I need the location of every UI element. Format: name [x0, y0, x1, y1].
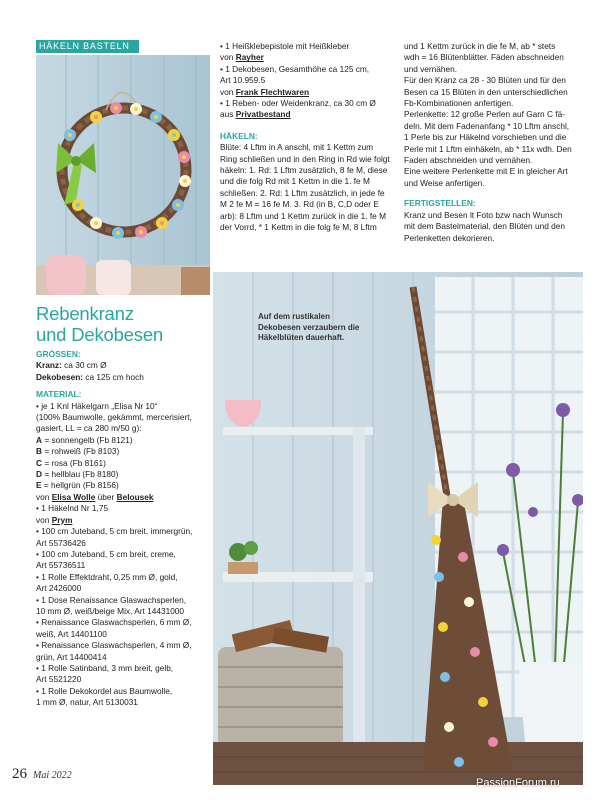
color-line: A = sonnengelb (Fb 8121)	[36, 434, 133, 445]
instruction-line: 1 Perle bis zur Häkelnd vorschieben und die	[404, 132, 567, 143]
photo-caption: Auf dem rustikalen Dekobesen verzaubern die Häkelblüten dauerhaft.	[258, 312, 360, 343]
sizes-heading: GRÖSSEN:	[36, 349, 81, 359]
instruction-line: Perlenkette: 12 große Perlen auf Garn C fä-	[404, 109, 565, 120]
material-line: Art 2426000	[36, 583, 82, 594]
material-heading: MATERIAL:	[36, 389, 82, 400]
crochet-line: M 2 fe M = 16 fe M. 3. Rd (in B, C,D oder E	[220, 199, 379, 210]
crochet-line: Ring schließen und in den Ring in Rd wie folgt	[220, 153, 390, 164]
broom-illustration	[213, 272, 583, 785]
finish-line: Perlenketten dekorieren.	[404, 232, 495, 243]
material-line: Art 55736426	[36, 537, 86, 548]
material-line: • Renaissance Glaswachsperlen, 4 mm Ø,	[36, 640, 192, 651]
issue-label: Mai 2022	[33, 770, 72, 781]
material-line: • 100 cm Juteband, 5 cm breit, creme,	[36, 548, 176, 559]
wreath-source: aus Privatbestand	[220, 109, 291, 120]
crochet-heading: HÄKELN:	[220, 130, 258, 141]
left-column	[36, 349, 214, 709]
broom-source: von Frank Flechtwaren	[220, 86, 310, 97]
hook-source: von Prym	[36, 514, 73, 525]
color-line: B = rohweiß (Fb 8103)	[36, 446, 120, 457]
watermark: PassionForum.ru	[476, 777, 560, 789]
instruction-line: Für den Kranz ca 28 - 30 Blüten und für den	[404, 75, 566, 86]
material-line: Art 10.959.5	[220, 75, 266, 86]
instruction-line: und vernähen.	[404, 63, 458, 74]
instruction-line: Fb-Kombinationen anfertigen.	[404, 98, 514, 109]
instruction-line: wdh = 16 Blütenblätter. Fäden abschneiden	[404, 52, 564, 63]
glue-source: von Rayher	[220, 52, 264, 63]
color-line: D = hellblau (Fb 8180)	[36, 469, 119, 480]
finish-heading: FERTIGSTELLEN:	[404, 198, 476, 209]
crochet-line: Blüte: 4 Lftm in A anschl, mit 1 Kettm zum	[220, 142, 374, 153]
title-line-1: Rebenkranz	[36, 303, 134, 324]
material-line: • je 1 Knl Häkelgarn „Elisa Nr 10“	[36, 400, 158, 411]
wreath-illustration	[36, 55, 210, 295]
size-line: Dekobesen: ca 125 cm hoch	[36, 371, 144, 382]
material-line: • Renaissance Glaswachsperlen, 6 mm Ø,	[36, 617, 192, 628]
page-title	[36, 303, 216, 345]
material-line: grün, Art 14400414	[36, 651, 107, 662]
color-line: E = hellgrün (Fb 8156)	[36, 480, 119, 491]
instruction-line: deln. Mit dem Fadenanfang * 10 Lftm anschl,	[404, 120, 570, 131]
material-line: (100% Baumwolle, gekämmt, mercerisiert,	[36, 412, 192, 423]
section-tag: HÄKELN BASTELN	[36, 40, 139, 53]
material-line: 10 mm Ø, weiß/beige Mix, Art 14431000	[36, 605, 185, 616]
material-line: • 1 Dekobesen, Gesamthöhe ca 125 cm,	[220, 63, 370, 74]
middle-column	[220, 41, 392, 234]
material-line: • 1 Rolle Dekokordel aus Baumwolle,	[36, 685, 173, 696]
crochet-line: und die folg Rd mit 1 Kettm in die 1. fe M	[220, 176, 370, 187]
page-footer	[12, 766, 72, 782]
finish-line: Kranz und Besen lt Foto bzw nach Wunsch	[404, 209, 563, 220]
instruction-line: Faden abschneiden und vernähen.	[404, 155, 533, 166]
material-line: • 1 Heißklebepistole mit Heißkleber	[220, 41, 350, 51]
crochet-line: der Vorrd, * 1 Kettm in die folg fe M, 8 Lftm	[220, 222, 377, 233]
material-line: • 1 Reben- oder Weidenkranz, ca 30 cm Ø	[220, 98, 376, 109]
wreath-photo	[36, 55, 210, 295]
material-line: • 100 cm Juteband, 5 cm breit, immergrün,	[36, 526, 193, 537]
instruction-line: und Weise anfertigen.	[404, 177, 485, 188]
broom-photo	[213, 272, 583, 785]
hook-line: • 1 Häkelnd Nr 1,75	[36, 503, 109, 514]
material-line: Art 55736511	[36, 560, 86, 571]
material-line: • 1 Dose Renaissance Glaswachsperlen,	[36, 594, 187, 605]
title-line-2: und Dekobesen	[36, 324, 163, 345]
instruction-line: Perle mit 1 Lftm einhäkeln, ab * 11x wdh. Den	[404, 143, 572, 154]
material-line: • 1 Rolle Effektdraht, 0,25 mm Ø, gold,	[36, 571, 178, 582]
crochet-line: häkeln: 1. Rd: 1 Lftm zusätzlich, 8 fe M, diese	[220, 165, 388, 176]
right-column	[404, 41, 582, 244]
material-line: • 1 Rolle Satinband, 3 mm breit, gelb,	[36, 662, 174, 673]
instruction-line: Besen ca 15 Blüten in den unterschiedlichen	[404, 86, 568, 97]
material-line: 1 mm Ø, natur, Art 5130031	[36, 697, 138, 708]
yarn-source: von Elisa Wolle über Belousek	[36, 491, 154, 502]
material-line: Art 5521220	[36, 674, 82, 685]
crochet-line: arb): 8 Lftm und 1 Kettm zurück in die 1. fe M	[220, 210, 387, 221]
material-line: gasiert, LL = ca 280 m/50 g):	[36, 423, 142, 434]
finish-line: mit dem Bastelmaterial, den Blüten und den	[404, 221, 565, 232]
instruction-line: und 1 Kettm zurück in die fe M, ab * stets	[404, 41, 556, 51]
crochet-line: schließen. 2. Rd: 1 Lftm zusätzlich, in jede fe	[220, 187, 385, 198]
size-line: Kranz: ca 30 cm Ø	[36, 360, 107, 371]
instruction-line: Eine weitere Perlenkette mit E in gleicher Art	[404, 166, 568, 177]
color-line: C = rosa (Fb 8161)	[36, 457, 106, 468]
material-line: weiß, Art 14401100	[36, 628, 107, 639]
page-number: 26	[12, 766, 27, 782]
